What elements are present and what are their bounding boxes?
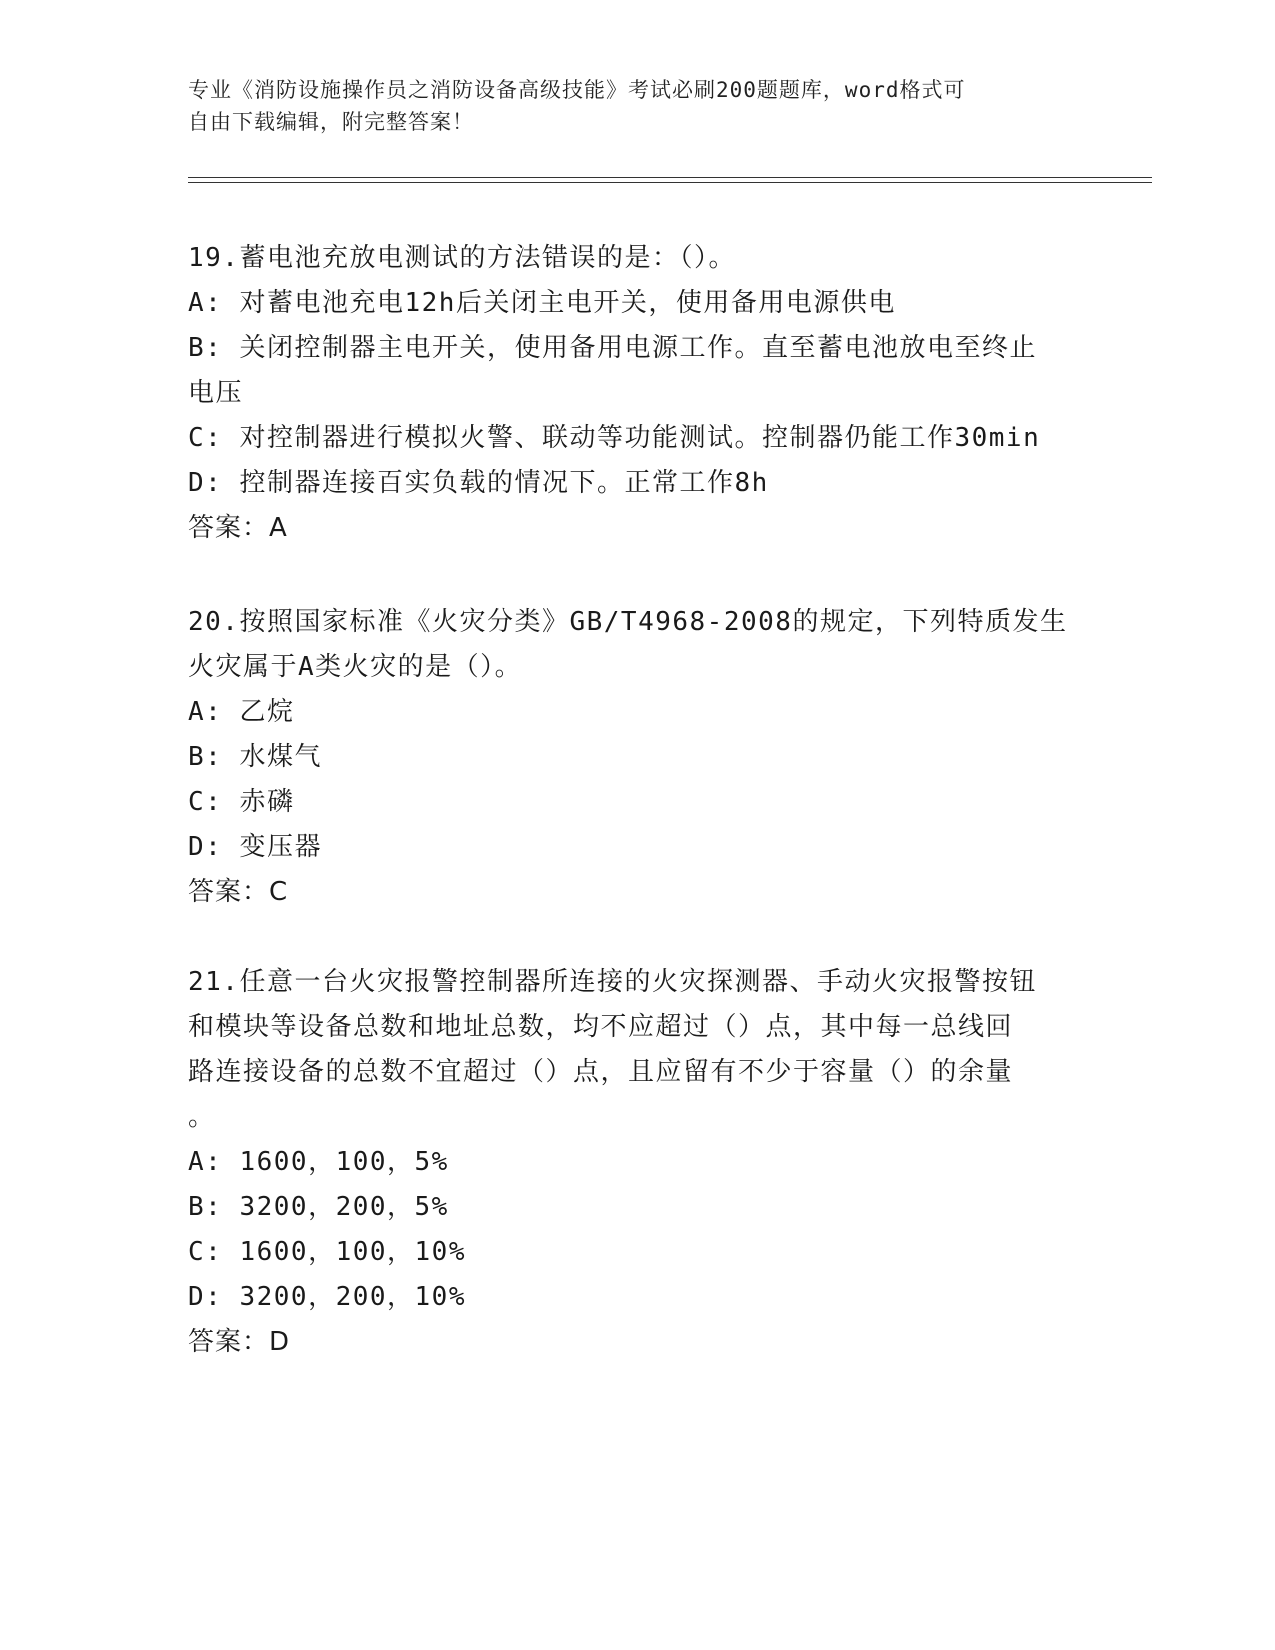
header-line-1: 专业《消防设施操作员之消防设备高级技能》考试必刷200题题库，word格式可 xyxy=(188,78,966,102)
answer-label: 答案：C xyxy=(188,877,289,907)
option-d: D: 3200，200，10% xyxy=(188,1282,466,1312)
question-stem-continued: 路连接设备的总数不宜超过（）点，且应留有不少于容量（）的余量 xyxy=(188,1057,1014,1087)
question-stem-continued: 。 xyxy=(188,1102,216,1132)
header-divider-top xyxy=(188,177,1152,178)
question-stem: 21.任意一台火灾报警控制器所连接的火灾探测器、手动火灾报警按钮 xyxy=(188,967,1037,997)
option-d: D: 变压器 xyxy=(188,832,322,862)
option-b: B: 关闭控制器主电开关，使用备用电源工作。直至蓄电池放电至终止 xyxy=(188,333,1037,363)
question-stem-continued: 火灾属于A类火灾的是（）。 xyxy=(188,652,523,682)
option-a: A: 对蓄电池充电12h后关闭主电开关，使用备用电源供电 xyxy=(188,288,896,318)
option-c: C: 1600，100，10% xyxy=(188,1237,466,1267)
option-c: C: 赤磷 xyxy=(188,787,295,817)
question-stem: 20.按照国家标准《火灾分类》GB/T4968-2008的规定，下列特质发生 xyxy=(188,607,1068,637)
option-a: A: 乙烷 xyxy=(188,697,295,727)
question-21 xyxy=(188,960,1078,1365)
header-line-2: 自由下载编辑，附完整答案！ xyxy=(188,110,474,134)
answer-label: 答案：A xyxy=(188,513,288,543)
document-header xyxy=(188,74,1068,138)
option-a: A: 1600，100，5% xyxy=(188,1147,449,1177)
option-d: D: 控制器连接百实负载的情况下。正常工作8h xyxy=(188,468,769,498)
option-b: B: 水煤气 xyxy=(188,742,322,772)
option-b: B: 3200，200，5% xyxy=(188,1192,449,1222)
header-divider-bottom xyxy=(188,182,1152,183)
answer-label: 答案：D xyxy=(188,1327,291,1357)
question-19 xyxy=(188,236,1078,551)
question-stem-continued: 和模块等设备总数和地址总数，均不应超过（）点，其中每一总线回 xyxy=(188,1012,1014,1042)
option-b-continued: 电压 xyxy=(188,378,244,408)
option-c: C: 对控制器进行模拟火警、联动等功能测试。控制器仍能工作30min xyxy=(188,423,1041,453)
question-stem: 19.蓄电池充放电测试的方法错误的是：（）。 xyxy=(188,243,736,273)
question-20 xyxy=(188,600,1078,915)
